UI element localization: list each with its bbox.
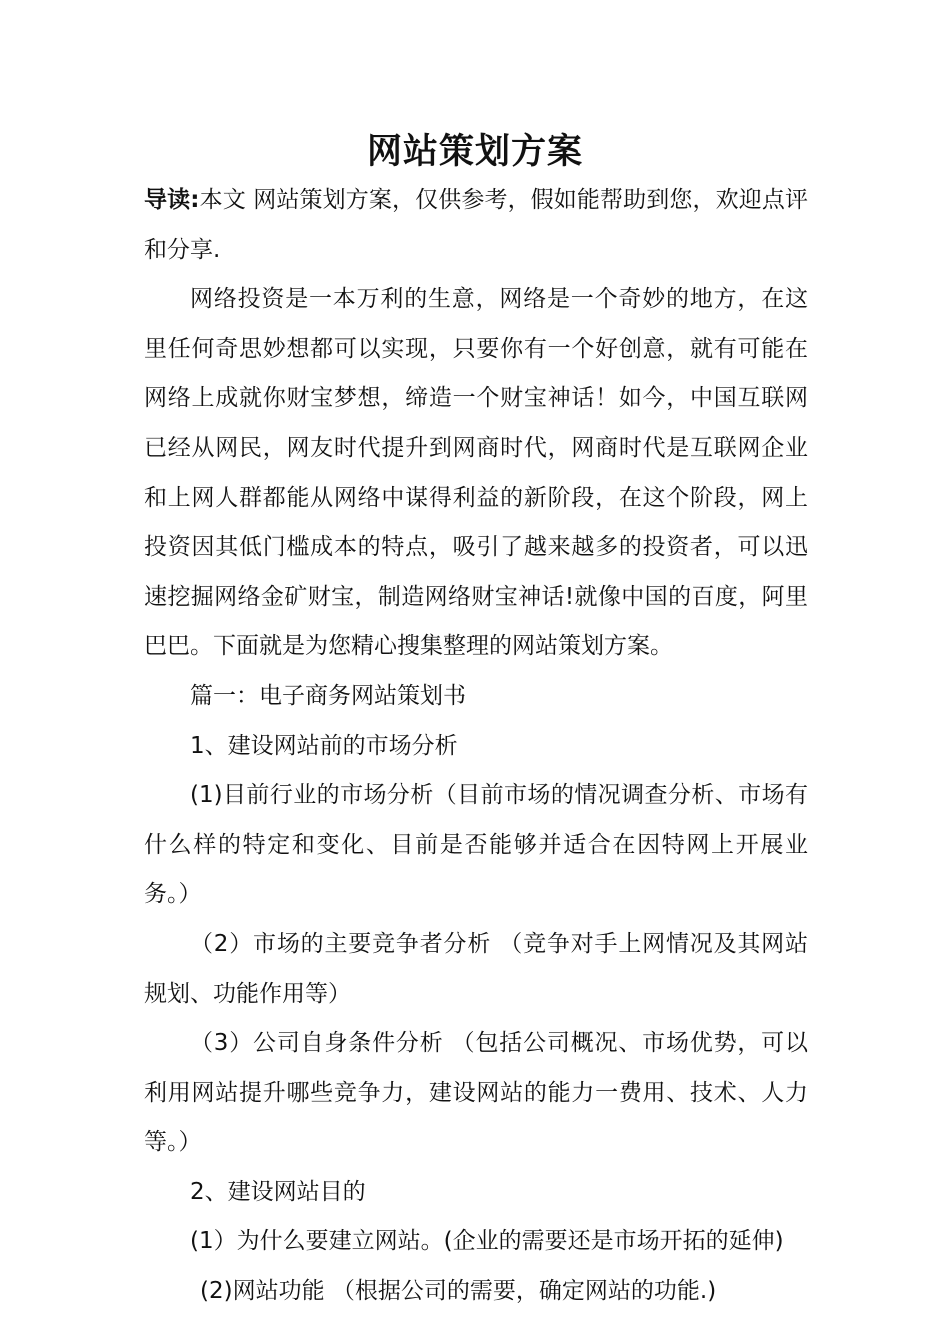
item-industry-analysis: (1)目前行业的市场分析（目前市场的情况调查分析、市场有什么样的特定和变化、目前是否能够并适合在因特网上开展业务。） <box>144 782 808 908</box>
lead-paragraph <box>144 176 808 275</box>
section-heading-part-one: 篇一：电子商务网站策划书 <box>190 682 466 709</box>
lead-text: 本文 网站策划方案，仅供参考，假如能帮助到您，欢迎点评和分享. <box>144 187 809 263</box>
item-self-analysis: （3）公司自身条件分析 （包括公司概况、市场优势，可以利用网站提升哪些竞争力，建设网站的能力一费用、技术、人力等。） <box>144 1030 808 1156</box>
item-competitor-analysis: （2）市场的主要竞争者分析 （竞争对手上网情况及其网站规划、功能作用等） <box>144 930 808 1007</box>
document-body <box>144 176 808 1317</box>
section-heading-website-purpose: 2、建设网站目的 <box>190 1178 366 1205</box>
intro-paragraph: 网络投资是一本万利的生意，网络是一个奇妙的地方，在这里任何奇思妙想都可以实现，只要你有一个好创意，就有可能在网络上成就你财宝梦想，缔造一个财宝神话！如今，中国互联网已经从网民，网友时代提升到网商时代，网商时代是互联网企业和上网人群都能从网络中谋得利益的新阶段，在这个阶段，网上投资因其低门槛成本的特点，吸引了越来越多的投资者，可以迅速挖掘网络金矿财宝，制造网络财宝神话!就像中国的百度，阿里巴巴。下面就是为您精心搜集整理的网站策划方案。 <box>144 286 808 660</box>
item-website-function: (2)网站功能 （根据公司的需要，确定网站的功能.) <box>200 1278 717 1305</box>
section-heading-market-analysis: 1、建设网站前的市场分析 <box>190 732 458 759</box>
lead-label: 导读: <box>144 187 200 213</box>
document-title: 网站策划方案 <box>366 132 583 172</box>
item-why-build: (1）为什么要建立网站。(企业的需要还是市场开拓的延伸) <box>190 1228 784 1255</box>
